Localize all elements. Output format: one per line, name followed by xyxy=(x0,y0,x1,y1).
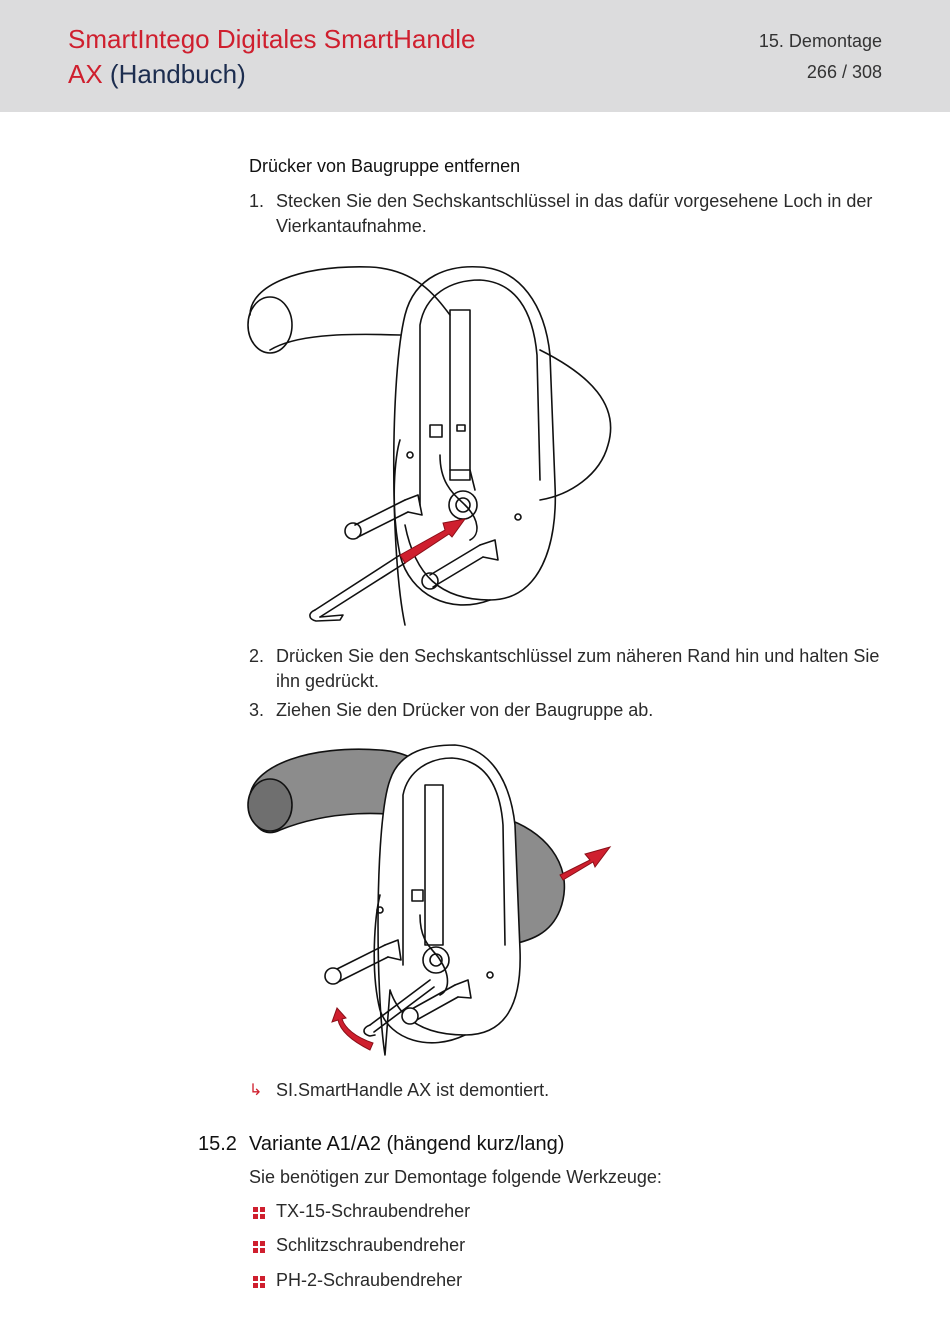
title-suffix: (Handbuch) xyxy=(109,59,246,89)
step-1 xyxy=(249,189,889,239)
tool-item xyxy=(249,1235,465,1256)
bullet-icon xyxy=(253,1276,265,1288)
tool-text: TX-15-Schraubendreher xyxy=(276,1201,471,1221)
tool-item xyxy=(249,1201,470,1222)
chapter-label: 15. Demontage xyxy=(758,31,882,51)
section-number: 15.2 xyxy=(198,1133,237,1155)
step-text: Drücken Sie den Sechskantschlüssel zum näheren Rand hin und halten Sie ihn gedrückt. xyxy=(276,646,880,691)
tool-item xyxy=(249,1270,462,1291)
title-line-1: SmartIntego Digitales SmartHandle xyxy=(68,24,476,54)
figure-insert-hex-key xyxy=(240,255,620,630)
document-title xyxy=(68,22,476,92)
bullet-icon xyxy=(253,1241,265,1253)
section-title: Variante A1/A2 (hängend kurz/lang) xyxy=(249,1133,565,1155)
result-arrow-icon: ↳ xyxy=(249,1082,263,1099)
tool-text: PH-2-Schraubendreher xyxy=(276,1270,463,1290)
page-header xyxy=(0,0,950,112)
step-text: Stecken Sie den Sechskantschlüssel in das dafür vorgesehene Loch in der Vierkantaufnahme. xyxy=(276,191,873,236)
step-number: 2. xyxy=(249,646,265,666)
step-text: Ziehen Sie den Drücker von der Baugruppe ab. xyxy=(276,700,654,720)
page-number: 266 / 308 xyxy=(806,62,882,82)
result-text: SI.SmartHandle AX ist demontiert. xyxy=(276,1080,550,1100)
result-line xyxy=(249,1080,549,1101)
subheading: Drücker von Baugruppe entfernen xyxy=(249,156,521,176)
tool-text: Schlitzschraubendreher xyxy=(276,1235,466,1255)
step-number: 1. xyxy=(249,191,265,211)
bullet-icon xyxy=(253,1207,265,1219)
intro-text: Sie benötigen zur Demontage folgende Werkzeuge: xyxy=(249,1167,662,1187)
figure-remove-handle xyxy=(240,740,620,1060)
title-model: AX xyxy=(68,59,103,89)
step-3 xyxy=(249,698,889,723)
step-2 xyxy=(249,644,889,694)
step-number: 3. xyxy=(249,700,265,720)
